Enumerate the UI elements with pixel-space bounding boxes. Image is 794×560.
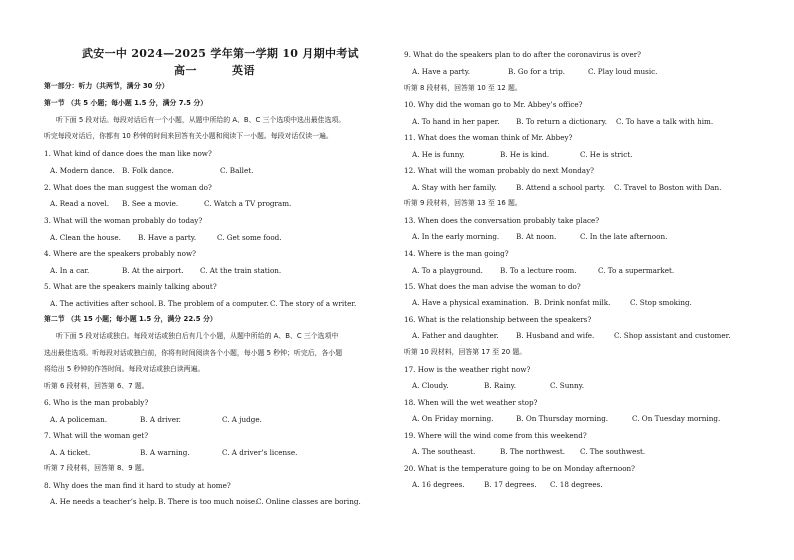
passage-note-10: 听第 10 段材料，回答第 17 至 20 题。 <box>404 348 527 356</box>
option-a: A. In the early morning. <box>412 232 500 241</box>
question-18: 18. When will the wet weather stop? <box>404 398 538 407</box>
option-b: B. See a movie. <box>122 199 179 208</box>
option-c: C. In the late afternoon. <box>580 232 668 241</box>
option-c: C. The southwest. <box>580 447 646 456</box>
option-c: C. A judge. <box>222 415 262 424</box>
option-a: A. Have a party. <box>412 67 471 76</box>
option-c: C. To have a talk with him. <box>616 117 714 126</box>
option-b: B. 17 degrees. <box>484 480 537 489</box>
subject-grade: 高一 <box>174 64 197 77</box>
question-13: 13. When does the conversation probably take place? <box>404 216 600 225</box>
option-b: B. He is kind. <box>500 150 550 159</box>
option-b: B. Rainy. <box>484 381 517 390</box>
question-2: 2. What does the man suggest the woman do? <box>44 183 212 192</box>
option-c: C. Ballet. <box>220 166 254 175</box>
option-c: C. Get some food. <box>217 233 282 242</box>
option-b: B. At the airport. <box>122 266 184 275</box>
option-c: C. Travel to Boston with Dan. <box>614 183 722 192</box>
option-a: A. A ticket. <box>50 448 91 457</box>
question-20: 20. What is the temperature going to be on Monday afternoon? <box>404 464 636 473</box>
section1-instruction-line: 听完每段对话后，你都有 10 秒钟的时间来回答有关小题和阅读下一小题。每段对话仅读一遍。 <box>44 132 333 140</box>
option-a: A. To a playground. <box>412 266 483 275</box>
question-15: 15. What does the man advise the woman to do? <box>404 282 581 291</box>
option-c: C. On Tuesday morning. <box>632 414 721 423</box>
option-c: C. A driver’s license. <box>222 448 298 457</box>
question-6: 6. Who is the man probably? <box>44 398 149 407</box>
option-b: B. On Thursday morning. <box>516 414 609 423</box>
section2-instruction-line: 将给出 5 秒钟的作答时间。每段对话或独白读两遍。 <box>44 365 205 373</box>
question-11: 11. What does the woman think of Mr. Abbey? <box>404 133 573 142</box>
subject-name: 英语 <box>232 64 255 77</box>
option-b: B. There is too much noise. <box>158 497 258 506</box>
option-b: B. To a lecture room. <box>500 266 577 275</box>
option-c: C. The story of a writer. <box>270 299 357 308</box>
question-16: 16. What is the relationship between the speakers? <box>404 315 592 324</box>
option-a: A. The activities after school. <box>50 299 157 308</box>
section2-instruction-line: 听下面 5 段对话或独白。每段对话或独白后有几个小题，从题中所给的 A、B、C 三个选项中 <box>56 332 339 340</box>
option-c: C. To a supermarket. <box>598 266 675 275</box>
option-a: A. Stay with her family. <box>412 183 497 192</box>
question-14: 14. Where is the man going? <box>404 249 509 258</box>
question-17: 17. How is the weather right now? <box>404 365 531 374</box>
option-b: B. At noon. <box>516 232 557 241</box>
option-c: C. Play loud music. <box>588 67 658 76</box>
section2-heading: 第二节 （共 15 小题；每小题 1.5 分，满分 22.5 分） <box>44 315 217 323</box>
question-4: 4. Where are the speakers probably now? <box>44 249 197 258</box>
passage-note-6: 听第 6 段材料，回答第 6、7 题。 <box>44 382 149 390</box>
option-c: C. Watch a TV program. <box>204 199 292 208</box>
option-c: C. Sunny. <box>550 381 585 390</box>
option-a: A. Clean the house. <box>50 233 121 242</box>
option-b: B. The northwest. <box>500 447 565 456</box>
option-b: B. Drink nonfat milk. <box>534 298 611 307</box>
question-1: 1. What kind of dance does the man like now? <box>44 149 212 158</box>
passage-note-8: 听第 8 段材料，回答第 10 至 12 题。 <box>404 84 522 92</box>
option-b: B. To return a dictionary. <box>516 117 608 126</box>
question-7: 7. What will the woman get? <box>44 431 149 440</box>
option-a: A. The southeast. <box>412 447 476 456</box>
option-a: A. To hand in her paper. <box>412 117 500 126</box>
option-b: B. Go for a trip. <box>508 67 565 76</box>
option-a: A. Father and daughter. <box>412 331 499 340</box>
option-a: A. Read a novel. <box>50 199 110 208</box>
passage-note-9: 听第 9 段材料，回答第 13 至 16 题。 <box>404 199 522 207</box>
option-b: B. The problem of a computer. <box>158 299 269 308</box>
question-9: 9. What do the speakers plan to do after the coronavirus is over? <box>404 50 642 59</box>
question-19: 19. Where will the wind come from this weekend? <box>404 431 587 440</box>
question-5: 5. What are the speakers mainly talking about? <box>44 282 217 291</box>
option-c: C. Stop smoking. <box>630 298 692 307</box>
option-a: A. A policeman. <box>50 415 108 424</box>
question-10: 10. Why did the woman go to Mr. Abbey’s office? <box>404 100 583 109</box>
section1-instruction-line: 听下面 5 段对话。每段对话后有一个小题，从题中所给的 A、B、C 三个选项中选出最佳选项。 <box>56 116 346 124</box>
question-3: 3. What will the woman probably do today? <box>44 216 203 225</box>
section1-heading: 第一节 （共 5 小题；每小题 1.5 分，满分 7.5 分） <box>44 99 208 107</box>
option-a: A. He is funny. <box>412 150 465 159</box>
question-12: 12. What will the woman probably do next Monday? <box>404 166 595 175</box>
option-b: B. A warning. <box>140 448 190 457</box>
option-b: B. Husband and wife. <box>516 331 595 340</box>
option-a: A. He needs a teacher’s help. <box>50 497 157 506</box>
question-8: 8. Why does the man find it hard to study at home? <box>44 481 231 490</box>
option-c: C. He is strict. <box>580 150 633 159</box>
option-a: A. 16 degrees. <box>412 480 465 489</box>
option-c: C. 18 degrees. <box>550 480 603 489</box>
section2-instruction-line: 选出最佳选项。听每段对话或独白前，你将有时间阅读各个小题，每小题 5 秒钟；听完后，各小题 <box>44 349 343 357</box>
option-a: A. On Friday morning. <box>412 414 494 423</box>
option-b: B. Folk dance. <box>122 166 174 175</box>
passage-note-7: 听第 7 段材料，回答第 8、9 题。 <box>44 464 149 472</box>
option-c: C. At the train station. <box>200 266 282 275</box>
exam-title: 武安一中 2024—2025 学年第一学期 10 月期中考试 <box>82 47 359 60</box>
option-a: A. Have a physical examination. <box>412 298 529 307</box>
option-b: B. A driver. <box>140 415 181 424</box>
option-b: B. Have a party. <box>138 233 197 242</box>
option-c: C. Shop assistant and customer. <box>614 331 731 340</box>
part1-heading: 第一部分：听力（共两节，满分 30 分） <box>44 82 169 90</box>
option-b: B. Attend a school party. <box>516 183 606 192</box>
option-a: A. In a car. <box>50 266 90 275</box>
option-a: A. Cloudy. <box>412 381 449 390</box>
option-c: C. Online classes are boring. <box>256 497 361 506</box>
option-a: A. Modern dance. <box>50 166 115 175</box>
